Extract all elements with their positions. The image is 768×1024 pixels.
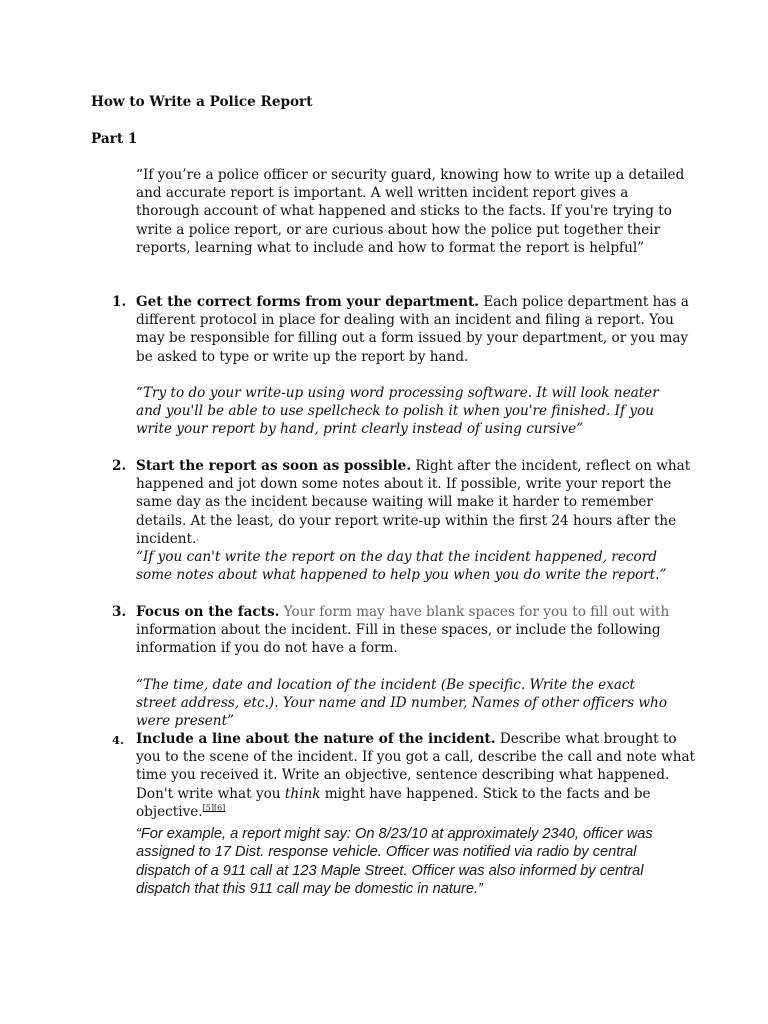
item-text-grey: Your form may have blank spaces for you to fill out with (279, 604, 670, 620)
citation-link[interactable]: [5][6] (202, 803, 226, 813)
item-number: 2. (112, 458, 127, 474)
list-item-3 (112, 603, 696, 658)
item-text: Right after the incident, reflect on what happened and jot down some notes about it. If possible, write your report the same day as the incident because waiting will make it harder to remember details. At the least, do your report write-up within the first 24 hours after the incident. (136, 458, 691, 547)
item-heading: Get the correct forms from your department. (136, 294, 480, 310)
item-body (136, 603, 696, 658)
item-text-a: Describe what brought to you to the scene of the incident. If you got a call, describe the call and note what time you received it. Write an objective, sentence describing what happened. Don't write what you (136, 731, 696, 802)
item-heading: Focus on the facts. (136, 604, 280, 620)
intro-quote: “If you’re a police officer or security guard, knowing how to write up a detailed and accurate report is important. A well written incident report gives a thorough account of what happened and sticks to the facts. If you're trying to write a police report, or are curious about how the police put together their reports, learning what to include and how to format the report is helpful” (136, 167, 685, 256)
item-text: information about the incident. Fill in these spaces, or include the following information if you do not have a form. (136, 622, 661, 657)
list-item-4 (112, 730, 696, 821)
part-heading: Part 1 (91, 131, 138, 147)
item-body (136, 293, 696, 366)
item-number: 1. (112, 294, 127, 310)
item-text: Each police department has a different protocol in place for dealing with an incident and filing a report. You may be responsible for filling out a form issued by your department, or you may be asked to type or write up the report by hand. (136, 294, 689, 365)
item-heading: Include a line about the nature of the incident. (136, 731, 496, 747)
item-number: 4. (112, 733, 125, 747)
item-number: 3. (112, 604, 127, 620)
document-title: How to Write a Police Report (91, 94, 313, 110)
item-quote-2: “If you can't write the report on the day that the incident happened, record some notes about what happened to help you when you do write the report.” (136, 549, 667, 584)
item-quote-1: “Try to do your write-up using word processing software. It will look neater and you'll be able to use spellcheck to polish it when you're finished. If you write your report by hand, print clearly instead of using cursive” (136, 385, 659, 438)
list-item-2 (112, 457, 696, 550)
item-text-b: might have happened. Stick to the facts and be objective. (136, 785, 651, 820)
trailing-mark: · (196, 535, 200, 546)
item-heading: Start the report as soon as possible. (136, 458, 412, 474)
item-body (136, 457, 696, 550)
list-item-1 (112, 293, 696, 366)
item-emphasis: think (284, 785, 321, 802)
item-quote-4: “For example, a report might say: On 8/23/10 at approximately 2340, officer was assigned to 17 Dist. response vehicle. Officer was notified via radio by central dispatch of a 911 call at 123 Maple Street. Officer was also informed by central dispatch that this 911 call may be domestic in nature.” (136, 826, 653, 898)
item-body (136, 730, 696, 821)
item-quote-3: “The time, date and location of the incident (Be specific. Write the exact street address, etc.). Your name and ID number, Names of other officers who were present” (136, 677, 667, 730)
